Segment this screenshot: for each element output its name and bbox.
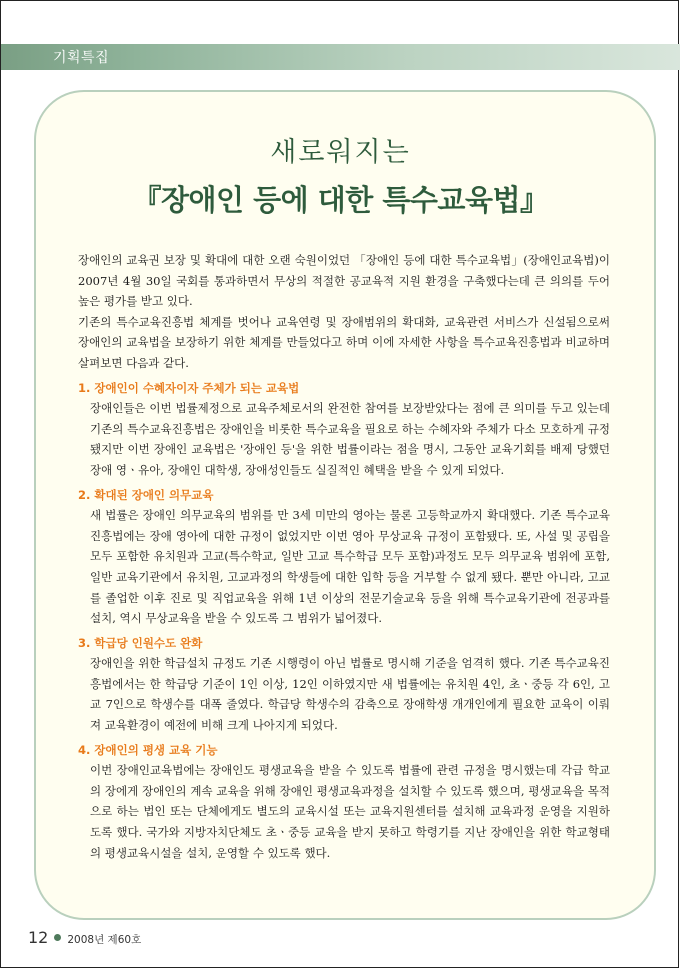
section-body: 장애인들은 이번 법률제정으로 교육주체로서의 완전한 참여를 보장받았다는 점에 큰 의미를 두고 있는데 기존의 특수교육진흥법은 장애인을 비롯한 특수교육을 필요로 하는 수혜자와 주체가 다소 모호하게 규정됐지만 이번 장애인 교육법은 '장애인 등'을 위한 법률이라는 점을 명시, 그동안 교육기회를 배제 당했던 장애 영ㆍ유아, 장애인 대학생, 장애성인들도 실질적인 혜택을 받을 수 있게 되었다. [90, 401, 610, 477]
article-body [78, 250, 610, 863]
section-2 [78, 485, 610, 629]
section-heading: 4. 장애인의 평생 교육 기능 [78, 742, 218, 757]
intro-paragraph: 기존의 특수교육진흥법 체계를 벗어나 교육연령 및 장애범위의 확대화, 교육관련 서비스가 신설됨으로써 장애인의 교육법을 보장하기 위한 체계를 만들었다고 하며 이에 자세한 사항을 특수교육진흥법과 비교하며 살펴보면 다음과 같다. [78, 314, 610, 370]
section-body: 새 법률은 장애인 의무교육의 범위를 만 3세 미만의 영아는 물론 고등학교까지 확대했다. 기존 특수교육진흥법에는 장애 영아에 대한 규정이 없었지만 이번 영아 무상교육 규정이 포함됐다. 또, 사설 및 공립을 모두 포함한 유치원과 고교(특수학교, 일반 고교 특수학급 모두 포함)과정도 모두 의무교육 범위에 포함, 일반 교육기관에서 유치원, 고교과정의 학생들에 대한 입학 등을 거부할 수 없게 됐다. 뿐만 아니라, 고교를 졸업한 이후 진로 및 직업교육을 위해 1년 이상의 전문기술교육 등을 위해 특수교육기관에 전공과를 설치, 역시 무상교육을 받을 수 있도록 그 범위가 넓어졌다. [90, 508, 610, 626]
page-footer [28, 928, 141, 947]
section-body: 이번 장애인교육법에는 장애인도 평생교육을 받을 수 있도록 법률에 관련 규정을 명시했는데 각급 학교의 장에게 장애인의 계속 교육을 위해 장애인 평생교육과정을 설치할 수 있도록 했으며, 평생교육을 목적으로 하는 법인 또는 단체에게도 별도의 교육시설 또는 교육지원센터를 설치해 교육과정 운영을 지원하도록 했다. 국가와 지방자치단체도 초ㆍ중등 교육을 받지 못하고 학령기를 지난 장애인을 위한 학교형태의 평생교육시설을 설치, 운영할 수 있도록 했다. [90, 763, 610, 860]
section-4 [78, 740, 610, 864]
section-label: 기획특집 [53, 50, 110, 66]
page-number: 12 [28, 928, 49, 947]
section-1 [78, 378, 610, 481]
article-title-line1: 새로워지는 [270, 137, 411, 168]
intro-paragraph: 장애인의 교육권 보장 및 확대에 대한 오랜 숙원이었던 「장애인 등에 대한 특수교육법」(장애인교육법)이 2007년 4월 30일 국회를 통과하면서 무상의 적절한 공교육적 지원 환경을 구축했다는데 큰 의의를 두어 높은 평가를 받고 있다. [78, 253, 610, 309]
section-body: 장애인을 위한 학급설치 규정도 기존 시행령이 아닌 법률로 명시해 기준을 엄격히 했다. 기존 특수교육진흥법에서는 한 학급당 기준이 1인 이상, 12인 이하였지만 새 법률에는 유치원 4인, 초ㆍ중등 각 6인, 고교 7인으로 학생수를 대폭 줄였다. 학급당 학생수의 감축으로 장애학생 개개인에게 필요한 교육이 이뤄져 교육환경이 예전에 비해 크게 나아지게 되었다. [90, 656, 610, 733]
bullet-dot-icon [54, 934, 61, 941]
section-header-bar [1, 44, 680, 70]
issue-label: 2008년 제60호 [67, 934, 142, 946]
section-3 [78, 633, 610, 736]
article-title-line2: 『장애인 등에 대한 특수교육법』 [132, 183, 549, 217]
section-heading: 3. 학급당 인원수도 완화 [78, 635, 203, 650]
section-heading: 1. 장애인이 수혜자이자 주체가 되는 교육법 [78, 380, 300, 395]
section-heading: 2. 확대된 장애인 의무교육 [78, 487, 214, 502]
